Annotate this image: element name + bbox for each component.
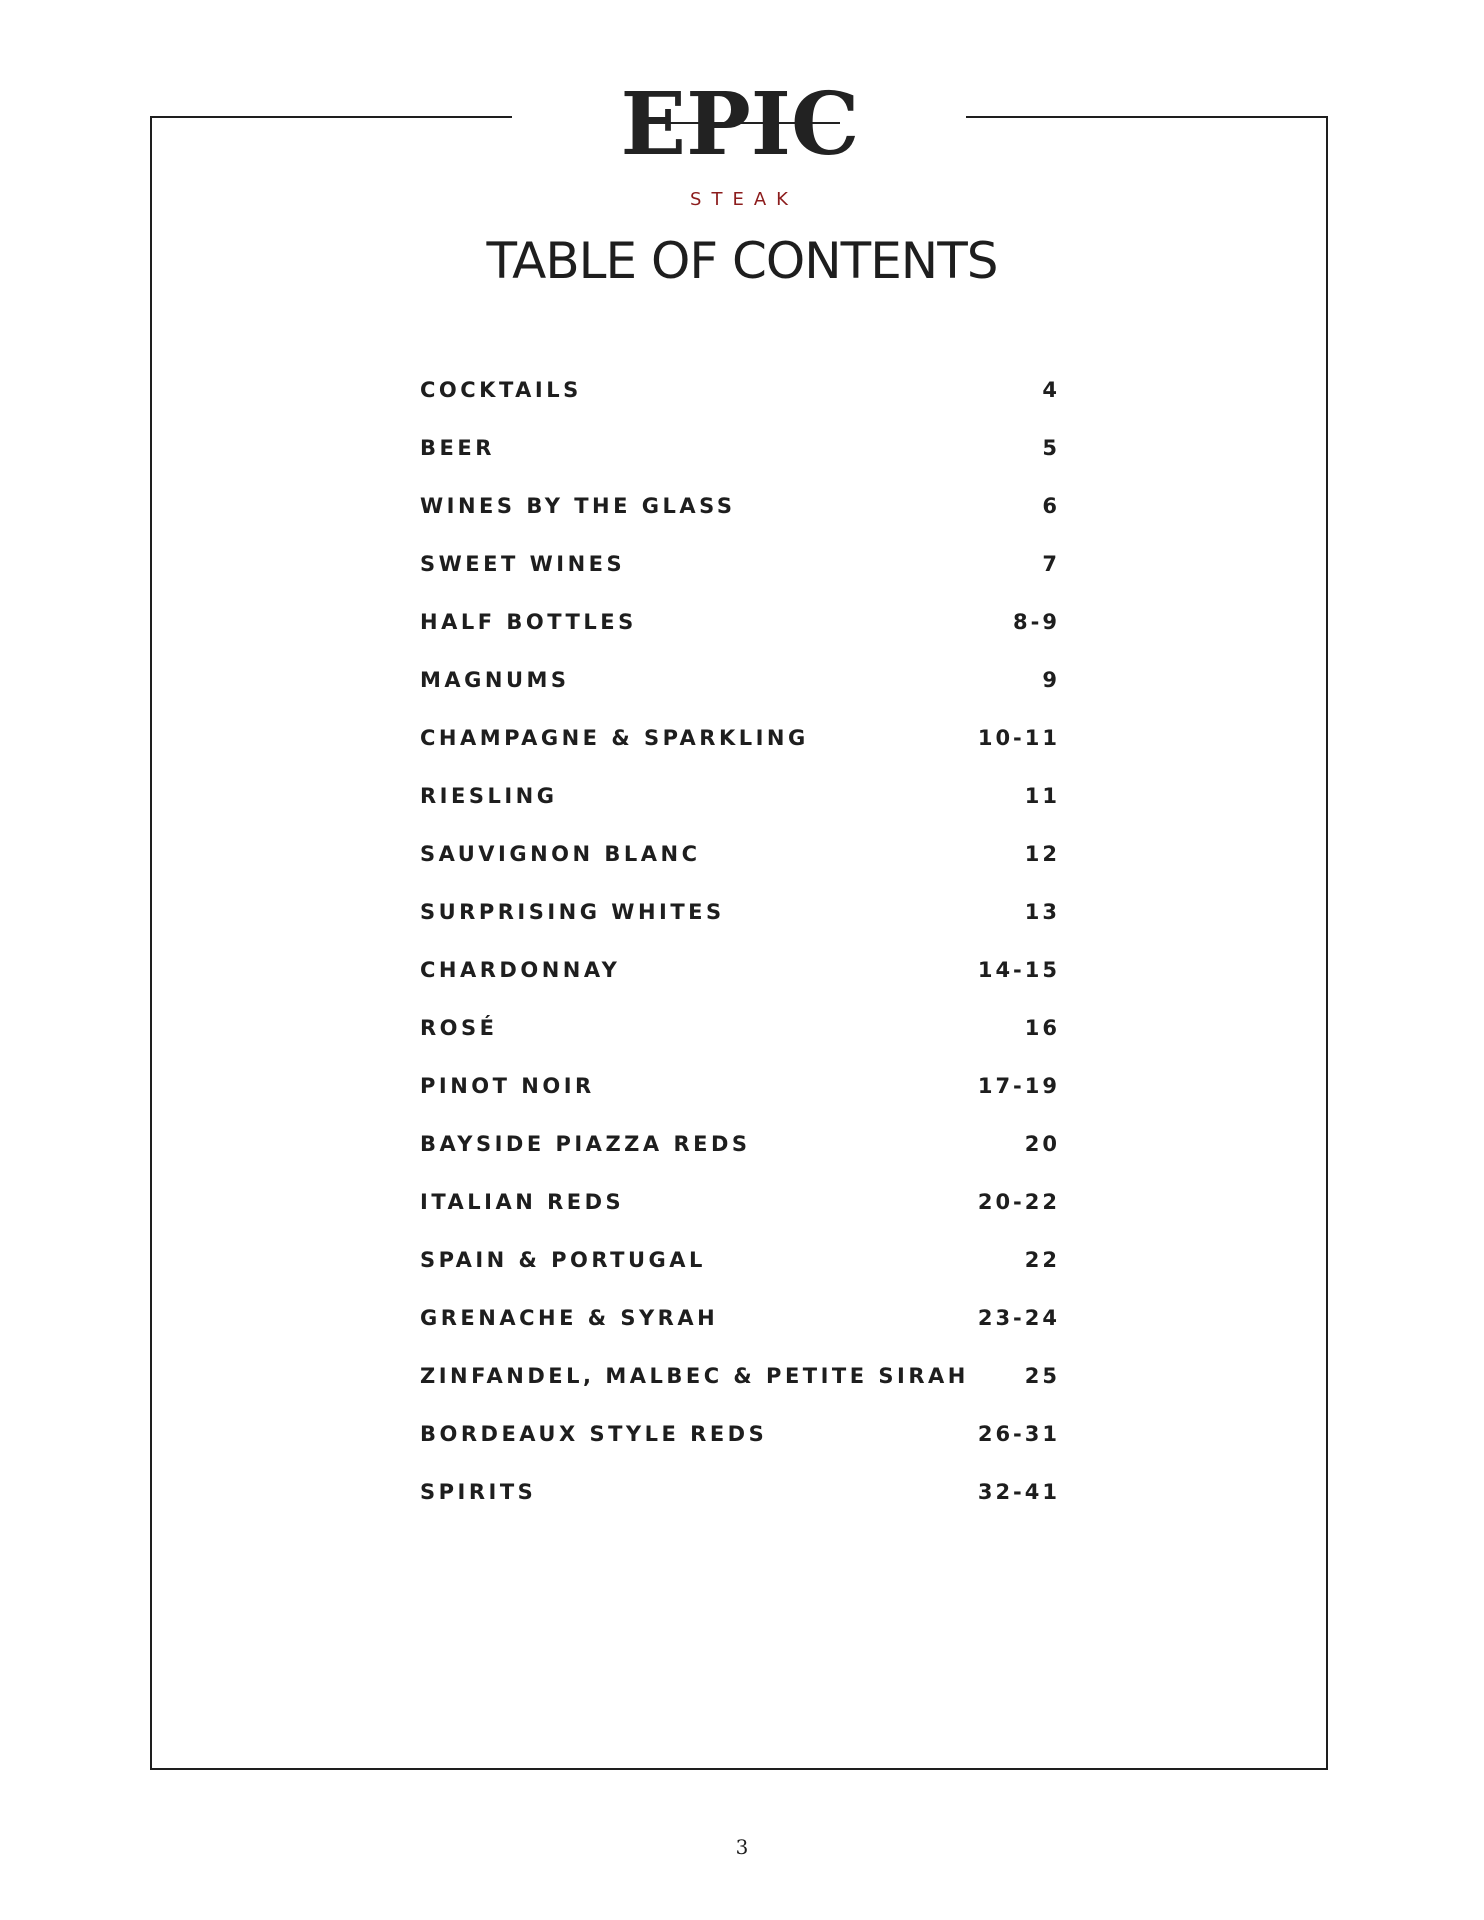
toc-entry[interactable] (420, 1480, 1060, 1538)
logo-mark (620, 76, 860, 216)
toc-entry[interactable] (420, 494, 1060, 552)
toc-entry-label: MAGNUMS (420, 668, 570, 692)
toc-entry-label: BAYSIDE PIAZZA REDS (420, 1132, 751, 1156)
toc-entry-page: 5 (1042, 436, 1060, 460)
toc-entry-label: BEER (420, 436, 495, 460)
page-number: 3 (735, 1835, 749, 1859)
toc-entry-page: 32-41 (977, 1480, 1060, 1504)
toc-entry-label: COCKTAILS (420, 378, 582, 402)
toc-entry-page: 12 (1024, 842, 1060, 866)
toc-entry-label: WINES BY THE GLASS (420, 494, 736, 518)
toc-entry-label: SWEET WINES (420, 552, 626, 576)
toc-entry-page: 25 (1024, 1364, 1060, 1388)
toc-entry[interactable] (420, 1190, 1060, 1248)
toc-entry[interactable] (420, 1306, 1060, 1364)
logo (620, 76, 860, 216)
toc-entry-label: BORDEAUX STYLE REDS (420, 1422, 768, 1446)
toc-entry-label: ROSÉ (420, 1016, 498, 1040)
toc-entry-page: 7 (1042, 552, 1060, 576)
toc-entry[interactable] (420, 1422, 1060, 1480)
toc-entry[interactable] (420, 842, 1060, 900)
toc-entry-label: ITALIAN REDS (420, 1190, 625, 1214)
toc-entry[interactable] (420, 1248, 1060, 1306)
toc-list (420, 378, 1060, 1538)
toc-entry[interactable] (420, 784, 1060, 842)
toc-entry-page: 13 (1024, 900, 1060, 924)
toc-entry-label: HALF BOTTLES (420, 610, 637, 634)
toc-entry-page: 26-31 (977, 1422, 1060, 1446)
logo-subtitle: STEAK (690, 189, 798, 210)
toc-entry-page: 20 (1024, 1132, 1060, 1156)
toc-entry[interactable] (420, 958, 1060, 1016)
toc-entry[interactable] (420, 552, 1060, 610)
page-title: TABLE OF CONTENTS (486, 232, 998, 290)
toc-entry-page: 9 (1042, 668, 1060, 692)
toc-entry-label: CHARDONNAY (420, 958, 621, 982)
toc-entry[interactable] (420, 668, 1060, 726)
toc-entry-label: RIESLING (420, 784, 558, 808)
toc-entry[interactable] (420, 1364, 1060, 1422)
toc-entry-label: SPIRITS (420, 1480, 537, 1504)
toc-entry-page: 8-9 (1013, 610, 1060, 634)
toc-entry-label: SURPRISING WHITES (420, 900, 725, 924)
toc-entry-page: 6 (1042, 494, 1060, 518)
toc-entry[interactable] (420, 378, 1060, 436)
toc-entry-page: 17-19 (977, 1074, 1060, 1098)
toc-entry-label: PINOT NOIR (420, 1074, 595, 1098)
toc-entry-page: 20-22 (977, 1190, 1060, 1214)
toc-entry-page: 10-11 (977, 726, 1060, 750)
toc-entry[interactable] (420, 900, 1060, 958)
toc-entry-page: 22 (1024, 1248, 1060, 1272)
toc-entry-label: CHAMPAGNE & SPARKLING (420, 726, 809, 750)
toc-entry-label: SPAIN & PORTUGAL (420, 1248, 706, 1272)
toc-entry-page: 16 (1024, 1016, 1060, 1040)
toc-entry-page: 14-15 (977, 958, 1060, 982)
toc-entry-page: 4 (1042, 378, 1060, 402)
toc-entry-label: ZINFANDEL, MALBEC & PETITE SIRAH (420, 1364, 969, 1388)
toc-entry[interactable] (420, 1074, 1060, 1132)
toc-entry[interactable] (420, 436, 1060, 494)
logo-word: EPIC (620, 76, 860, 175)
toc-entry[interactable] (420, 1132, 1060, 1190)
toc-entry[interactable] (420, 610, 1060, 668)
toc-entry[interactable] (420, 1016, 1060, 1074)
toc-entry-label: SAUVIGNON BLANC (420, 842, 701, 866)
toc-entry-label: GRENACHE & SYRAH (420, 1306, 719, 1330)
toc-entry-page: 23-24 (977, 1306, 1060, 1330)
toc-entry-page: 11 (1024, 784, 1060, 808)
toc-entry[interactable] (420, 726, 1060, 784)
